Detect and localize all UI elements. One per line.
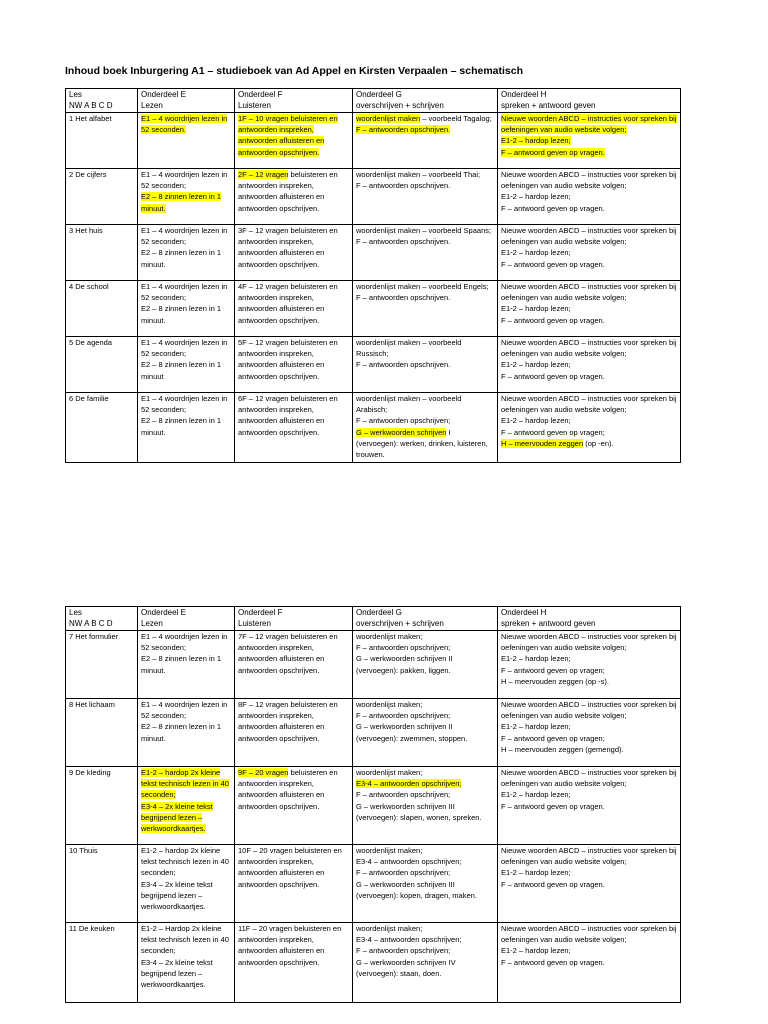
lesson-table-2 xyxy=(65,606,681,1003)
cell-text: H – meervouden zeggen (op -s). xyxy=(501,676,609,686)
cell-luisteren xyxy=(235,845,353,923)
cell-schrijven xyxy=(353,631,498,699)
cell-schrijven xyxy=(353,225,498,281)
cell-text: F – antwoorden opschrijven; xyxy=(356,790,451,800)
column-header-luisteren xyxy=(235,607,353,631)
column-header-line: spreken + antwoord geven xyxy=(501,101,596,110)
cell-luisteren xyxy=(235,169,353,225)
cell-spreken xyxy=(498,923,681,1003)
cell-text: Nieuwe woorden ABCD – instructies voor spreken bij oefeningen van audio website volgen; xyxy=(501,170,677,191)
highlighted-text: woordenlijst maken xyxy=(356,114,421,123)
document-title: Inhoud boek Inburgering A1 – studieboek van Ad Appel en Kirsten Verpaalen – schematisch xyxy=(65,65,524,77)
cell-text: Nieuwe woorden ABCD – instructies voor spreken bij oefeningen van audio website volgen; xyxy=(501,338,677,359)
cell-text: F – antwoord geven op vragen. xyxy=(501,203,605,213)
cell-spreken xyxy=(498,699,681,767)
column-header-line: spreken + antwoord geven xyxy=(501,619,596,628)
cell-text: E3-4 – antwoorden opschrijven; xyxy=(356,857,462,867)
cell-lezen xyxy=(138,225,235,281)
column-header-line: overschrijven + schrijven xyxy=(356,101,444,110)
cell-luisteren xyxy=(235,767,353,845)
highlighted-text: F – antwoord geven op vragen. xyxy=(501,147,605,157)
cell-spreken xyxy=(498,113,681,169)
cell-spreken xyxy=(498,767,681,845)
cell-text: 9 De kleding xyxy=(69,768,111,777)
cell-schrijven xyxy=(353,393,498,463)
cell-text: 11F – 20 vragen beluisteren en antwoorden inspreken, antwoorden afluisteren en antwoorden opschrijven. xyxy=(238,924,342,967)
table-row xyxy=(66,923,681,1003)
cell-schrijven xyxy=(353,699,498,767)
highlighted-text: G – werkwoorden schrijven xyxy=(356,427,447,437)
cell-text: 6 De familie xyxy=(69,394,109,403)
table-row xyxy=(66,337,681,393)
cell-text: Nieuwe woorden ABCD – instructies voor spreken bij oefeningen van audio website volgen; xyxy=(501,924,677,945)
cell-text: (op -en). xyxy=(583,438,614,448)
column-header-lezen xyxy=(138,89,235,113)
cell-schrijven xyxy=(353,113,498,169)
cell-text: E1 – 4 woordrijen lezen in 52 seconden; xyxy=(141,338,228,359)
cell-spreken xyxy=(498,631,681,699)
cell-les xyxy=(66,699,138,767)
cell-text: 7 Het formulier xyxy=(69,632,119,641)
cell-text: E2 – 8 zinnen lezen in 1 minuut. xyxy=(141,416,222,437)
cell-text: 8F – 12 vragen beluisteren en antwoorden inspreken, antwoorden afluisteren en antwoorden opschrijven. xyxy=(238,700,338,743)
cell-text: E1-2 – hardop lezen; xyxy=(501,192,571,202)
cell-lezen xyxy=(138,845,235,923)
highlighted-text: 9F – 20 vragen xyxy=(238,768,289,777)
cell-text: F – antwoord geven op vragen. xyxy=(501,259,605,269)
column-header-line: Onderdeel H xyxy=(501,608,547,617)
column-header-les xyxy=(66,607,138,631)
table-header-row xyxy=(66,607,681,631)
cell-text: E2 – 8 zinnen lezen in 1 minuut xyxy=(141,360,222,381)
highlighted-text: 1F – 10 vragen beluisteren en antwoorden inspreken, antwoorden afluisteren en antwoorden opschrijven. xyxy=(238,114,338,157)
column-header-line: Onderdeel G xyxy=(356,608,402,617)
cell-text: G – werkwoorden schrijven III (vervoegen): slapen, wonen, spreken. xyxy=(356,801,482,822)
cell-text: E1-2 – hardop lezen; xyxy=(501,248,571,258)
column-header-line: Onderdeel F xyxy=(238,90,283,99)
cell-luisteren xyxy=(235,225,353,281)
cell-text: F – antwoorden opschrijven; xyxy=(356,416,451,426)
table-body xyxy=(66,631,681,1003)
cell-text: 7F – 12 vragen beluisteren en antwoorden inspreken, antwoorden afluisteren en antwoorden opschrijven. xyxy=(238,632,338,675)
cell-lezen xyxy=(138,281,235,337)
highlighted-text: E1-2 – hardop 2x kleine tekst technisch lezen in 40 seconden; xyxy=(141,768,229,800)
cell-text: F – antwoord geven op vragen. xyxy=(501,879,605,889)
cell-luisteren xyxy=(235,281,353,337)
cell-text: 11 De keuken xyxy=(69,924,115,933)
table-row xyxy=(66,699,681,767)
cell-lezen xyxy=(138,113,235,169)
cell-text: E3-4 – antwoorden opschrijven; xyxy=(356,935,462,945)
cell-lezen xyxy=(138,699,235,767)
cell-text: F – antwoord geven op vragen. xyxy=(501,315,605,325)
cell-luisteren xyxy=(235,631,353,699)
cell-luisteren xyxy=(235,113,353,169)
cell-text: F – antwoorden opschrijven; xyxy=(356,868,451,878)
cell-luisteren xyxy=(235,337,353,393)
cell-text: woordenlijst maken; xyxy=(356,846,423,855)
cell-text: G – werkwoorden schrijven III (vervoegen): kopen, dragen, maken. xyxy=(356,879,477,900)
cell-lezen xyxy=(138,923,235,1003)
cell-text: E1-2 – hardop lezen; xyxy=(501,360,571,370)
cell-text: F – antwoord geven op vragen; xyxy=(501,733,605,743)
cell-text: woordenlijst maken; xyxy=(356,924,423,933)
column-header-line: Onderdeel F xyxy=(238,608,283,617)
table-row xyxy=(66,631,681,699)
column-header-luisteren xyxy=(235,89,353,113)
cell-text: E1-2 – hardop lezen; xyxy=(501,416,571,426)
cell-text: F – antwoorden opschrijven. xyxy=(356,181,451,191)
column-header-line: Onderdeel E xyxy=(141,90,186,99)
column-header-line: Les xyxy=(69,90,82,99)
column-header-lezen xyxy=(138,607,235,631)
cell-text: woordenlijst maken – voorbeeld Russisch; xyxy=(356,338,462,359)
highlighted-text: E1 – 4 woordrijen lezen in 52 seconden. xyxy=(141,114,228,135)
cell-text: 4F – 12 vragen beluisteren en antwoorden inspreken, antwoorden afluisteren en antwoorden opschrijven. xyxy=(238,282,338,325)
cell-text: F – antwoord geven op vragen; xyxy=(501,665,605,675)
highlighted-text: E1-2 – hardop lezen; xyxy=(501,136,571,146)
column-header-line: Onderdeel H xyxy=(501,90,547,99)
cell-text: E1-2 – hardop lezen; xyxy=(501,790,571,800)
cell-les xyxy=(66,337,138,393)
cell-text: 5F – 12 vragen beluisteren en antwoorden inspreken, antwoorden afluisteren en antwoorden opschrijven. xyxy=(238,338,338,381)
highlighted-text: F – antwoorden opschrijven. xyxy=(356,125,451,135)
cell-schrijven xyxy=(353,923,498,1003)
cell-text: woordenlijst maken; xyxy=(356,632,423,641)
table-row xyxy=(66,845,681,923)
cell-text: G – werkwoorden schrijven IV (vervoegen): staan, doen. xyxy=(356,957,456,978)
cell-text: E1-2 – hardop 2x kleine tekst technisch lezen in 40 seconden; xyxy=(141,846,229,878)
column-header-spreken xyxy=(498,607,681,631)
table-row xyxy=(66,169,681,225)
cell-text: F – antwoorden opschrijven; xyxy=(356,711,451,721)
cell-text: 10 Thuis xyxy=(69,846,98,855)
table-row xyxy=(66,281,681,337)
column-header-line: Onderdeel E xyxy=(141,608,186,617)
cell-text: E3-4 – 2x kleine tekst begrijpend lezen – werkwoordkaartjes. xyxy=(141,957,213,990)
column-header-line: NW A B C D xyxy=(69,101,113,110)
table-row xyxy=(66,767,681,845)
cell-text: E1-2 – hardop lezen; xyxy=(501,946,571,956)
cell-text: F – antwoorden opschrijven. xyxy=(356,237,451,247)
cell-text: E1 – 4 woordrijen lezen in 52 seconden; xyxy=(141,394,228,415)
cell-text: E1-2 – Hardop 2x kleine tekst technisch lezen in 40 seconden; xyxy=(141,924,229,956)
cell-text: F – antwoorden opschrijven; xyxy=(356,946,451,956)
cell-lezen xyxy=(138,767,235,845)
cell-les xyxy=(66,225,138,281)
cell-text: 5 De agenda xyxy=(69,338,112,347)
cell-text: E2 – 8 zinnen lezen in 1 minuut. xyxy=(141,722,222,743)
cell-schrijven xyxy=(353,845,498,923)
column-header-line: Lezen xyxy=(141,101,163,110)
table-header-row xyxy=(66,89,681,113)
cell-les xyxy=(66,767,138,845)
cell-text: F – antwoorden opschrijven. xyxy=(356,360,451,370)
highlighted-text: Nieuwe woorden ABCD – instructies voor spreken bij oefeningen van audio website volgen; xyxy=(501,114,677,135)
cell-text: Nieuwe woorden ABCD – instructies voor spreken bij oefeningen van audio website volgen; xyxy=(501,846,677,867)
cell-text: 10F – 20 vragen beluisteren en antwoorden inspreken, antwoorden afluisteren en antwoorden opschrijven. xyxy=(238,846,342,889)
cell-text: Nieuwe woorden ABCD – instructies voor spreken bij oefeningen van audio website volgen; xyxy=(501,632,677,653)
cell-text: F – antwoord geven op vragen. xyxy=(501,371,605,381)
cell-les xyxy=(66,113,138,169)
cell-spreken xyxy=(498,845,681,923)
cell-text: E1-2 – hardop lezen; xyxy=(501,722,571,732)
table-row xyxy=(66,393,681,463)
cell-lezen xyxy=(138,169,235,225)
cell-text: F – antwoord geven op vragen. xyxy=(501,801,605,811)
cell-schrijven xyxy=(353,767,498,845)
cell-text: 2 De cijfers xyxy=(69,170,107,179)
cell-text: woordenlijst maken – voorbeeld Arabisch; xyxy=(356,394,462,415)
cell-text: E3-4 – 2x kleine tekst begrijpend lezen – werkwoordkaartjes. xyxy=(141,879,213,912)
cell-les xyxy=(66,169,138,225)
cell-les xyxy=(66,281,138,337)
cell-les xyxy=(66,631,138,699)
cell-les xyxy=(66,845,138,923)
cell-text: E2 – 8 zinnen lezen in 1 minuut. xyxy=(141,654,222,675)
cell-text: woordenlijst maken; xyxy=(356,700,423,709)
highlighted-text: E3-4 – 2x kleine tekst begrijpend lezen – werkwoordkaartjes. xyxy=(141,801,213,834)
highlighted-text: E3-4 – antwoorden opschrijven; xyxy=(356,779,462,789)
cell-text: beluisteren en antwoorden inspreken, antwoorden afluisteren en antwoorden opschrijven. xyxy=(238,170,338,213)
cell-text: E2 – 8 zinnen lezen in 1 minuut. xyxy=(141,304,222,325)
cell-text: F – antwoord geven op vragen. xyxy=(501,957,605,967)
cell-lezen xyxy=(138,393,235,463)
cell-text: Nieuwe woorden ABCD – instructies voor spreken bij oefeningen van audio website volgen; xyxy=(501,226,677,247)
column-header-line: Lezen xyxy=(141,619,163,628)
column-header-line: Luisteren xyxy=(238,101,271,110)
column-header-les xyxy=(66,89,138,113)
cell-schrijven xyxy=(353,281,498,337)
cell-text: G – werkwoorden schrijven II (vervoegen): pakken, liggen. xyxy=(356,654,453,675)
cell-spreken xyxy=(498,281,681,337)
cell-text: 1 Het alfabet xyxy=(69,114,112,123)
cell-text: E1-2 – hardop lezen; xyxy=(501,304,571,314)
table-body xyxy=(66,113,681,463)
cell-spreken xyxy=(498,225,681,281)
highlighted-text: H – meervouden zeggen xyxy=(501,438,584,448)
cell-text: 3F – 12 vragen beluisteren en antwoorden inspreken, antwoorden afluisteren en antwoorden opschrijven. xyxy=(238,226,338,269)
column-header-schrijven xyxy=(353,89,498,113)
cell-text: woordenlijst maken – voorbeeld Engels; xyxy=(356,282,489,291)
column-header-line: Luisteren xyxy=(238,619,271,628)
cell-lezen xyxy=(138,631,235,699)
cell-spreken xyxy=(498,169,681,225)
highlighted-text: E2 – 8 zinnen lezen in 1 minuut. xyxy=(141,192,222,213)
column-header-line: overschrijven + schrijven xyxy=(356,619,444,628)
cell-text: H – meervouden zeggen (gemengd). xyxy=(501,744,624,754)
cell-text: F – antwoord geven op vragen; xyxy=(501,427,605,437)
table-row xyxy=(66,225,681,281)
cell-text: 8 Het lichaam xyxy=(69,700,115,709)
cell-text: 6F – 12 vragen beluisteren en antwoorden inspreken, antwoorden afluisteren en antwoorden opschrijven. xyxy=(238,394,338,437)
table-row xyxy=(66,113,681,169)
cell-text: E1 – 4 woordrijen lezen in 52 seconden; xyxy=(141,632,228,653)
cell-text: Nieuwe woorden ABCD – instructies voor spreken bij oefeningen van audio website volgen; xyxy=(501,700,677,721)
cell-text: 4 De school xyxy=(69,282,109,291)
cell-text: E1 – 4 woordrijen lezen in 52 seconden; xyxy=(141,170,228,191)
cell-text: 3 Het huis xyxy=(69,226,103,235)
cell-text: Nieuwe woorden ABCD – instructies voor spreken bij oefeningen van audio website volgen; xyxy=(501,768,677,789)
cell-schrijven xyxy=(353,169,498,225)
cell-luisteren xyxy=(235,393,353,463)
cell-text: Nieuwe woorden ABCD – instructies voor spreken bij oefeningen van audio website volgen; xyxy=(501,394,677,415)
cell-text: I (vervoegen): werken, drinken, luisteren, trouwen. xyxy=(356,427,488,460)
cell-text: E1 – 4 woordrijen lezen in 52 seconden; xyxy=(141,282,228,303)
cell-text: beluisteren en antwoorden inspreken, antwoorden afluisteren en antwoorden opschrijven. xyxy=(238,768,338,811)
cell-text: E1 – 4 woordrijen lezen in 52 seconden; xyxy=(141,226,228,247)
cell-luisteren xyxy=(235,699,353,767)
column-header-line: Onderdeel G xyxy=(356,90,402,99)
cell-spreken xyxy=(498,337,681,393)
cell-text: E2 – 8 zinnen lezen in 1 minuut. xyxy=(141,248,222,269)
cell-text: F – antwoorden opschrijven. xyxy=(356,293,451,303)
column-header-line: Les xyxy=(69,608,82,617)
cell-text: Nieuwe woorden ABCD – instructies voor spreken bij oefeningen van audio website volgen; xyxy=(501,282,677,303)
cell-schrijven xyxy=(353,337,498,393)
column-header-schrijven xyxy=(353,607,498,631)
column-header-line: NW A B C D xyxy=(69,619,113,628)
cell-text: woordenlijst maken – voorbeeld Spaans; xyxy=(356,226,492,235)
cell-text: E1 – 4 woordrijen lezen in 52 seconden; xyxy=(141,700,228,721)
column-header-spreken xyxy=(498,89,681,113)
cell-text: – voorbeeld Tagalog; xyxy=(420,114,492,123)
cell-text: woordenlijst maken – voorbeeld Thai; xyxy=(356,170,481,179)
cell-les xyxy=(66,923,138,1003)
lesson-table-1 xyxy=(65,88,681,463)
cell-luisteren xyxy=(235,923,353,1003)
cell-les xyxy=(66,393,138,463)
highlighted-text: 2F – 12 vragen xyxy=(238,170,289,179)
cell-text: E1-2 – hardop lezen; xyxy=(501,868,571,878)
cell-lezen xyxy=(138,337,235,393)
cell-text: woordenlijst maken; xyxy=(356,768,423,777)
cell-text: F – antwoorden opschrijven; xyxy=(356,643,451,653)
cell-text: E1-2 – hardop lezen; xyxy=(501,654,571,664)
cell-text: G – werkwoorden schrijven II (vervoegen): zwemmen, stoppen. xyxy=(356,722,468,743)
cell-spreken xyxy=(498,393,681,463)
